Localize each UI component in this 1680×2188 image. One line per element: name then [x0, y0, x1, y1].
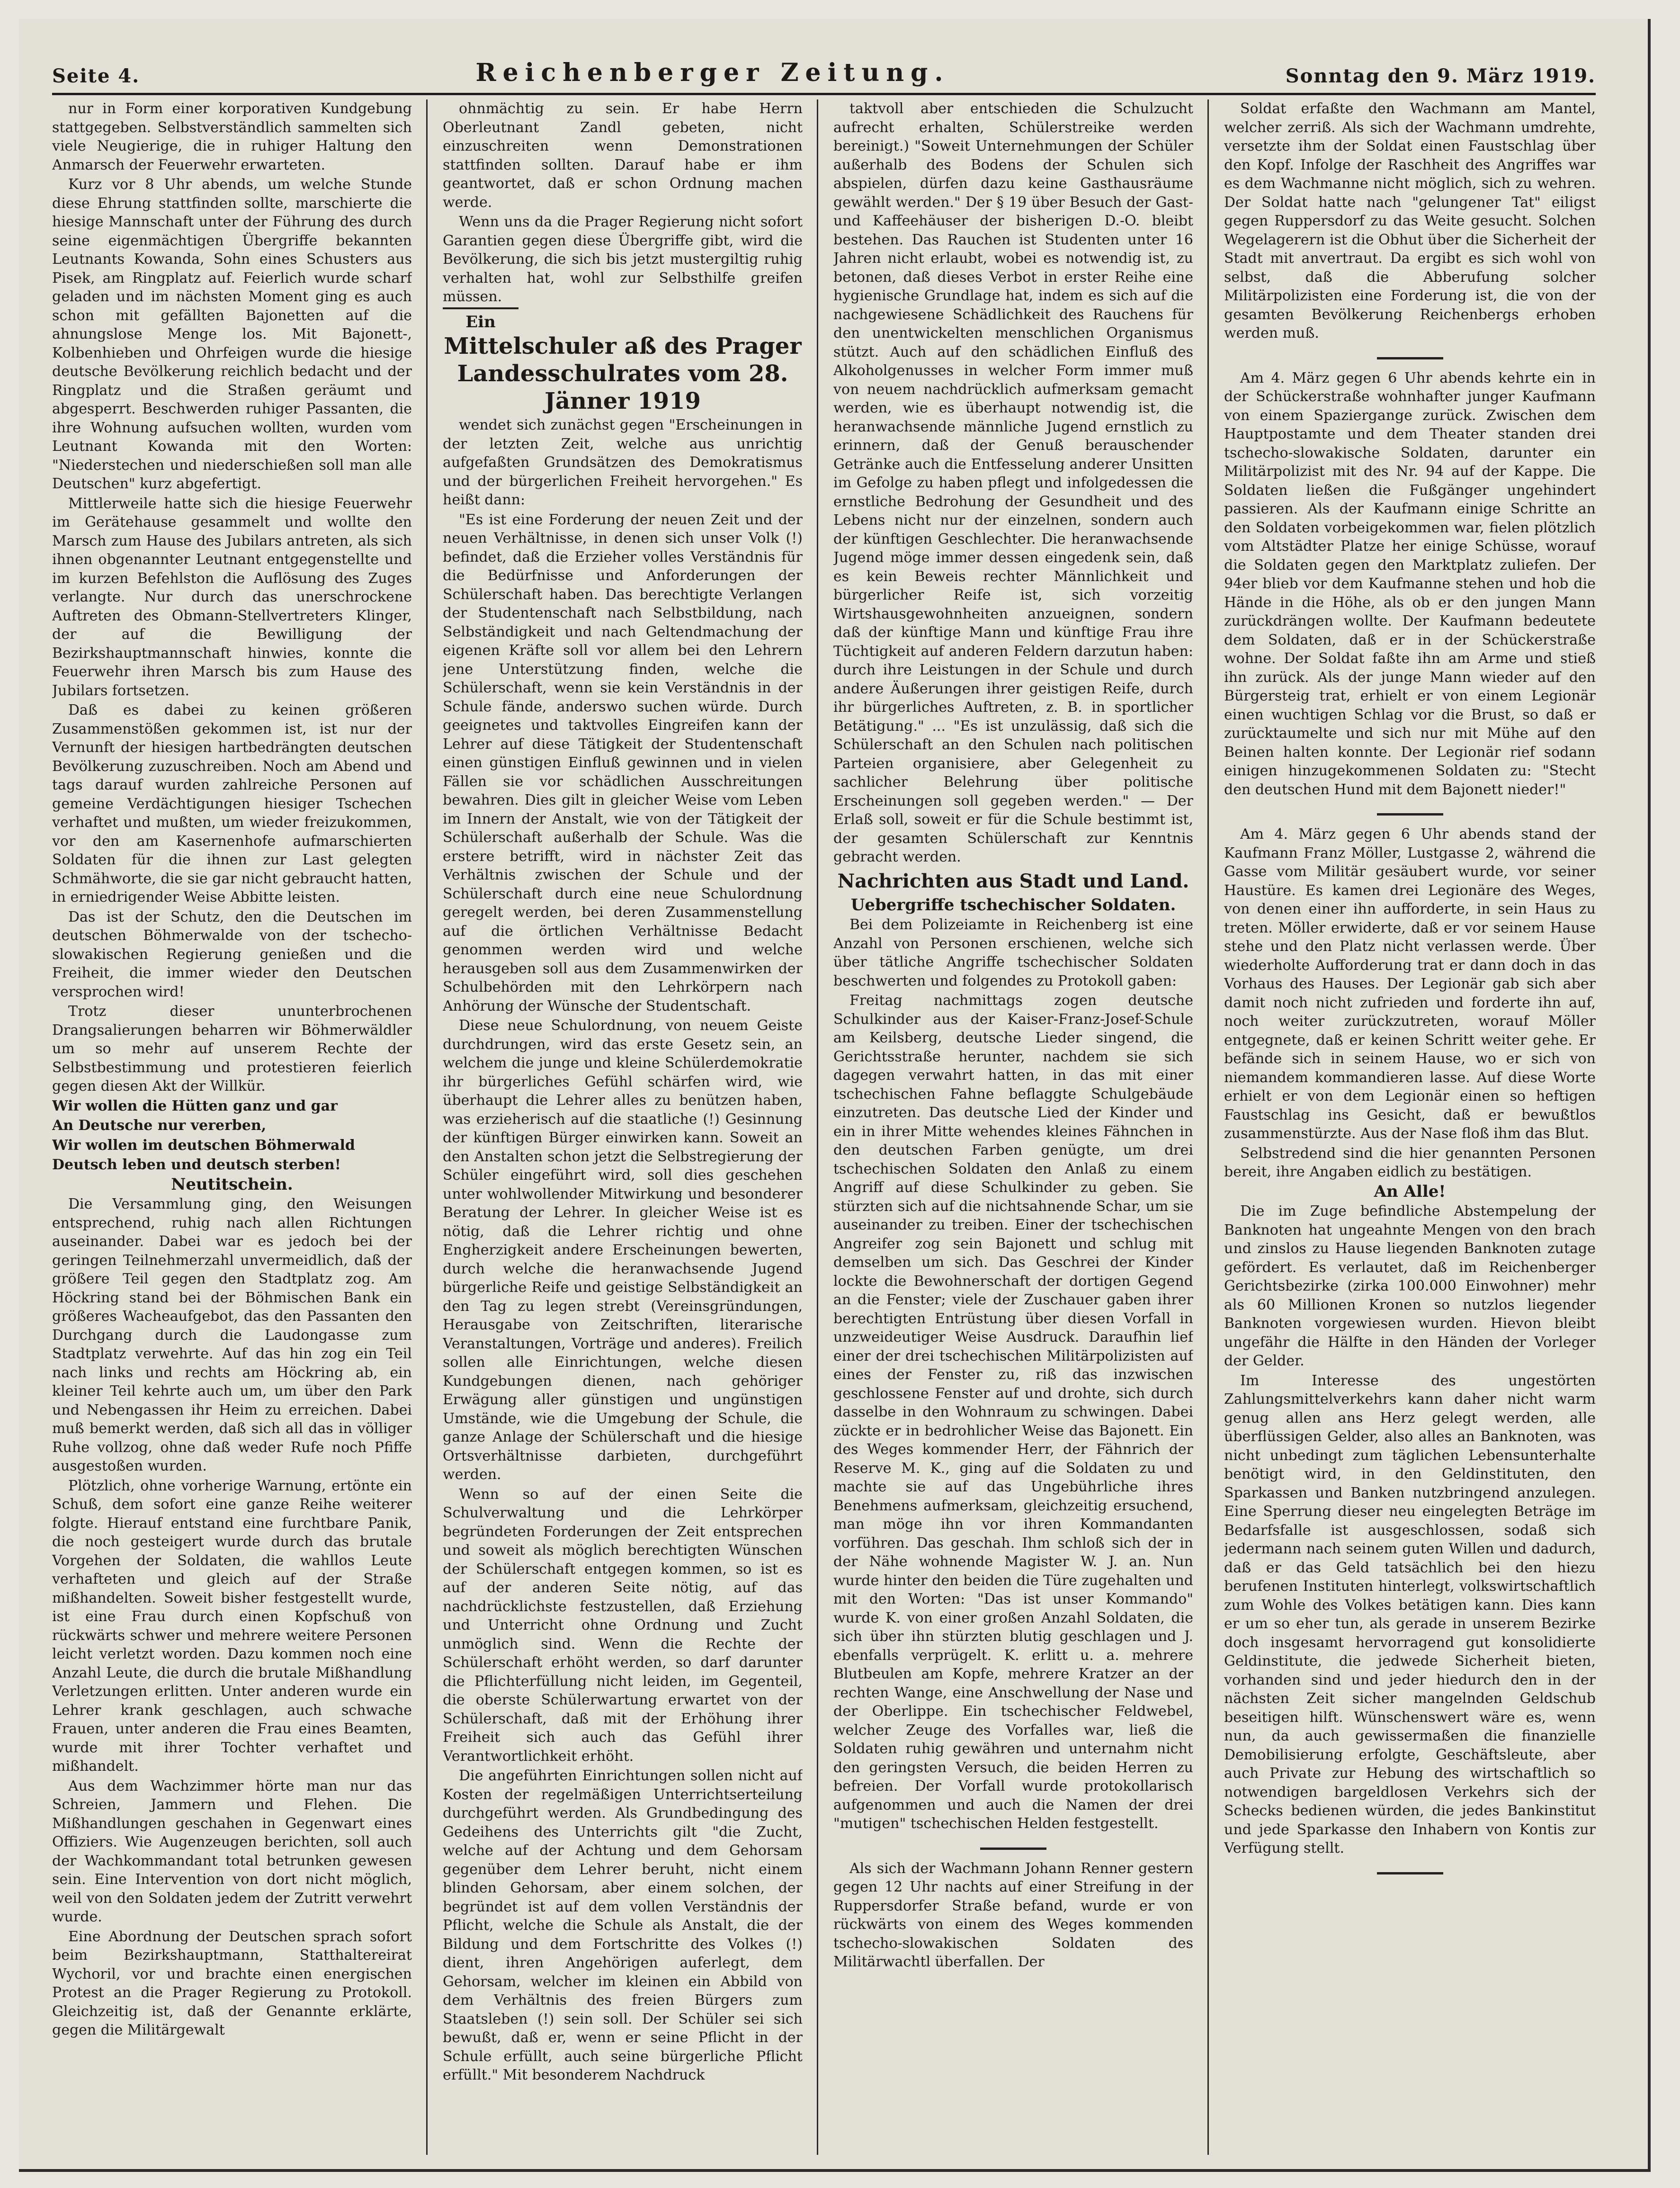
- separator: [1377, 357, 1443, 359]
- paragraph: Freitag nachmittags zogen deutsche Schulkinder aus der Kaiser-Franz-Josef-Schule am Keilsberg, deutsche Lieder singend, die Gerichtsstraße herunter, nachdem sie sich dagegen verwahrt hatten, in das mit einer tschechischen Fahne beflaggte Schulgebäude einzutreten. Das deutsche Lied der Kinder und ein in ihrer Mitte wehendes kleines Fähnchen in den deutschen Farben genügte, um drei tschechischen Soldaten den Anlaß zu einem Angriff auf diese Schulkinder zu geben. Sie stürzten sich auf die nichtsahnende Schar, um sie auseinander zu treiben. Einer der tschechischen Angreifer zog sein Bajonett und schlug mit demselben um sich. Das Geschrei der Kinder lockte die Bewohnerschaft der dortigen Gegend an die Fenster; viele der Zuschauer gaben ihrer berechtigten Entrüstung über diesen Vorfall in unzweideutiger Weise Ausdruck. Daraufhin lief einer der drei tschechischen Militärpolizisten auf eines der Fenster zu, riß das inzwischen geschlossene Fenster auf und drohte, sich durch dasselbe in den Wohnraum zu schwingen. Dabei zückte er in bedrohlicher Weise das Bajonett. Ein des Weges kommender Herr, der Fähnrich der Reserve M. K., ging auf die Soldaten zu und machte sie auf das Ungebührliche ihres Benehmens aufmerksam, gleichzeitig ersuchend, man möge ihn vor ihren Kommandanten vorführen. Das geschah. Ihm schloß sich der in der Nähe wohnende Magister W. J. an. Nun wurde hinter den beiden die Türe zugehalten und mit den Worten: "Das ist unser Kommando" wurde K. von einer großen Anzahl Soldaten, die sich über ihn stürzten blutig geschlagen und J. ebenfalls verprügelt. K. erlitt u. a. mehrere Blutbeulen am Kopfe, mehrere Kratzer an der rechten Wange, eine Anschwellung der Nase und der Oberlippe. Ein tschechischer Feldwebel, welcher Zeuge des Vorfalles war, ließ die Soldaten ruhig gewähren und unternahm nicht den geringsten Versuch, die beiden Herren zu befreien. Der Vorfall wurde protokollarisch aufgenommen und auch die Namen der drei "mutigen" tschechischen Helden festgestellt.: [833, 992, 1193, 1832]
- paragraph: Wenn so auf der einen Seite die Schulverwaltung und die Lehrkörper begründeten Forderungen der Zeit entsprechen und soweit als möglich berechtigten Wünschen der Schülerschaft entgegen kommen, so ist es auf der anderen Seite nötig, auf das nachdrücklichste festzustellen, daß Erziehung und Unterricht ohne Ordnung und Zucht unmöglich sind. Wenn die Rechte der Schülerschaft erhöht werden, so darf darunter die Pflichterfüllung nicht leiden, im Gegenteil, die oberste Schülerwartung erwartet von der Schülerschaft, daß mit der Erhöhung ihrer Freiheit sich auch das Gefühl ihrer Verantwortlichkeit erhöht.: [443, 1486, 803, 1765]
- verse-line: Deutsch leben und deutsch sterben!: [52, 1157, 341, 1173]
- paragraph: nur in Form einer korporativen Kundgebung stattgegeben. Selbstverständlich sammelten sich viele Neugierige, die in ruhiger Haltung den Anmarsch der Feuerwehr erwarteten.: [52, 100, 412, 173]
- paragraph: Diese neue Schulordnung, von neuem Geiste durchdrungen, wird das erste Gesetz sein, an welchem die junge und kleine Schülerdemokratie ihr bürgerliches Gefühl schärfen wird, wie überhaupt die Lehrer alles zu benützen haben, was erzieherisch auf die staatliche (!) Gesinnung der künftigen Bürger einwirken kann. Soweit an den Anstalten schon jetzt die Selbstregierung der Schüler eingeführt wird, soll dies geschehen unter wohlwollender Mitwirkung und besonderer Beratung der Lehrer. In gleicher Weise ist es nötig, daß die Lehrer richtig und ohne Engherzigkeit andere Erscheinungen bewerten, durch welche die heranwachsende Jugend bürgerliche Reife und geistige Selbständigkeit an den Tag zu legen strebt (Vereinsgründungen, Herausgabe von Zeitschriften, literarische Veranstaltungen, Vorträge und anderes). Freilich sollen alle Einrichtungen, welche diesen Kundgebungen dienen, nach gehöriger Erwägung aller günstigen und ungünstigen Umstände, wie die Umgebung der Schule, die ganze Anlage der Schülerschaft und die hiesige Ortsverhältnisse darbieten, durchgeführt werden.: [443, 1017, 803, 1483]
- paragraph: Die Versammlung ging, den Weisungen entsprechend, ruhig nach allen Richtungen auseinander. Dabei war es jedoch bei der geringen Teilnehmerzahl unvermeidlich, daß der größere Teil gegen den Stadtplatz zog. Am Höckring stand bei der Böhmischen Bank ein größeres Wacheaufgebot, das den Passanten den Durchgang durch die Laudongasse zum Stadtplatz verwehrte. Auf das hin zog ein Teil nach links und rechts am Höckring ab, ein kleiner Teil kehrte auch um, um über den Park und Nebengassen ihr Heim zu erreichen. Dabei muß bemerkt werden, daß sich all das in völliger Ruhe vollzog, ohne daß weder Rufe noch Pfiffe ausgestoßen wurden.: [52, 1196, 412, 1474]
- article-kicker: Ein: [443, 307, 518, 332]
- column-3: [833, 99, 1193, 2155]
- column-rule: [1207, 99, 1209, 2155]
- newspaper-page: [19, 19, 1651, 2172]
- paragraph: Die im Zuge befindliche Abstempelung der Banknoten hat ungeahnte Mengen von den brach und zinslos zu Hause liegenden Banknoten zutage gefördert. Es verlautet, daß im Reichenberger Gerichtsbezirke (zirka 100.000 Einwohner) mehr als 60 Millionen Kronen so nutzlos liegender Banknoten vorgewiesen wurden. Hievon bleibt ungefähr die Hälfte in den Händen der Vorleger der Gelder.: [1224, 1203, 1596, 1369]
- paragraph: Die angeführten Einrichtungen sollen nicht auf Kosten der regelmäßigen Unterrichtserteilung durchgeführt werden. Als Grundbedingung des Gedeihens des Unterrichts gilt "die Zucht, welche auf der Achtung und dem Gehorsam gegenüber dem Lehrer beruht, nicht einem blinden Gehorsam, aber einem solchen, der begründet ist auf dem vollen Verständnis der Pflicht, welche die Schule als Anstalt, die der Bildung und dem Fortschritte des Volkes (!) dient, ihren Angehörigen auferlegt, dem Gehorsam, welcher im kleinen ein Abbild von dem Verhältnis des freien Bürgers zum Staatsleben (!) sein soll. Der Schüler sei sich bewußt, daß er, wenn er seine Pflicht in der Schule erfüllt, auch seine bürgerliche Pflicht erfüllt." Mit besonderem Nachdruck: [443, 1767, 803, 2083]
- page-header: [52, 47, 1596, 95]
- paragraph: Als sich der Wachmann Johann Renner gestern gegen 12 Uhr nachts auf einer Streifung in der Ruppersdorfer Straße befand, wurde er von rückwärts von einem des Weges kommenden tschecho-slowakischen Soldaten des Militärwachtl überfallen. Der: [833, 1860, 1193, 1970]
- paragraph: Selbstredend sind die hier genannten Personen bereit, ihre Angaben eidlich zu bestätigen.: [1224, 1145, 1596, 1180]
- paragraph: Eine Abordnung der Deutschen sprach sofort beim Bezirkshauptmann, Statthaltereirat Wychoril, vor und brachte einen energischen Protest an die Prager Regierung zu Protokoll. Gleichzeitig ist, daß der Genannte erklärte, gegen die Militärgewalt: [52, 1928, 412, 2038]
- separator: [1377, 813, 1443, 816]
- section-title: An Alle!: [1374, 1182, 1446, 1201]
- paragraph: Im Interesse des ungestörten Zahlungsmittelverkehrs kann daher nicht warm genug allen ans Herz gelegt werden, alle überflüssigen Gelder, also alles an Banknoten, was nicht unbedingt zum täglichen Lebensunterhalte benötigt wird, in den Geldinstituten, den Sparkassen und Banken nutzbringend anzulegen. Eine Sperrung dieser neu eingelegten Beträge im Bedarfsfalle ist ausgeschlossen, sodaß sich jedermann nach seinem guten Willen und dadurch, daß er das Geld tatsächlich bei den hiezu berufenen Instituten hinterlegt, volkswirtschaftlich zum Wohle des Volkes betätigen kann. Dies kann er um so eher tun, als gerade in unserem Bezirke doch insgesamt hervorragend gut konsolidierte Geldinstitute, die jedwede Sicherheit bieten, vorhanden sind und jeder hiedurch den in der nächsten Zeit sicher mangelnden Geldschub beseitigen hilft. Wünschenswert wäre es, wenn nun, da auch gewissermaßen die finanzielle Demobilisierung erfolgte, Geschäftsleute, aber auch Private zur Hebung des wirtschaftlich so notwendigen bargeldlosen Verkehrs sich der Schecks bedienen würden, die jedes Bankinstitut und jede Sparkasse den Inhabern von Kontis zur Verfügung stellt.: [1224, 1372, 1596, 1856]
- verse-line: Wir wollen die Hütten ganz und gar: [52, 1097, 338, 1114]
- paragraph: Soldat erfaßte den Wachmann am Mantel, welcher zerriß. Als sich der Wachmann umdrehte, versetzte ihm der Soldat einen Faustschlag über den Kopf. Infolge der Raschheit des Angriffes war es dem Wachmanne nicht möglich, sich zu wehren. Der Soldat hatte nach "gelungener Tat" eiligst gegen Ruppersdorf zu das Weite gesucht. Solchen Wegelagerern ist die Obhut über die Sicherheit der Stadt mit anvertraut. Da ergibt es sich wohl von selbst, daß die Abberufung solcher Militärpolizisten eine Forderung ist, die von der gesamten Bevölkerung Reichenbergs erhoben werden muß.: [1224, 100, 1596, 341]
- paragraph: Trotz dieser ununterbrochenen Drangsalierungen beharren wir Böhmerwäldler um so mehr auf unserem Rechte der Selbstbestimmung und protestieren feierlich gegen diesen Akt der Willkür.: [52, 1003, 412, 1094]
- paragraph: Bei dem Polizeiamte in Reichenberg ist eine Anzahl von Personen erschienen, welche sich über tätliche Angriffe tschechischer Soldaten beschwerten und folgendes zu Protokoll gaben:: [833, 916, 1193, 989]
- paragraph: Daß es dabei zu keinen größeren Zusammenstößen gekommen ist, ist nur der Vernunft der hiesigen hartbedrängten deutschen Bevölkerung zuzuschreiben. Noch am Abend und tags darauf wurden zahlreiche Personen auf gemeine Verdächtigungen hiesiger Tschechen verhaftet und mußten, um wieder freizukommen, vor den am Kasernenhofe aufmarschierten Soldaten für die ihnen zur Last gelegten Schmähworte, die sie gar nicht gebraucht hatten, in erniedrigender Weise Abbitte leisten.: [52, 702, 412, 906]
- column-1: [52, 99, 412, 2155]
- paragraph: ohnmächtig zu sein. Er habe Herrn Oberleutnant Zandl gebeten, nicht einzuschreiten wenn Demonstrationen stattfinden sollten. Darauf habe er ihm geantwortet, daß er schon Ordnung machen werde.: [443, 100, 803, 211]
- verse-line: Wir wollen im deutschen Böhmerwald: [52, 1137, 355, 1154]
- paragraph: wendet sich zunächst gegen "Erscheinungen in der letzten Zeit, welche aus unrichtig aufgefaßten Grundsätzen des Demokratismus und der bürgerlichen Freiheit hervorgehen." Es heißt dann:: [443, 417, 803, 508]
- article-headline: Mittelschuler aß des Prager Landesschulrates vom 28. Jänner 1919: [444, 333, 802, 414]
- paragraph: "Es ist eine Forderung der neuen Zeit und der neuen Verhältnisse, in denen sich unser Volk (!) befindet, daß die Erzieher volles Verständnis für die Bedürfnisse und Anforderungen der Schülerschaft haben. Das berechtigte Verlangen der Studentenschaft nach Selbstbildung, nach Selbständigkeit und nach Geltendmachung der eigenen Kräfte soll vor allem bei den Lehrern jene Unterstützung finden, welche die Schülerschaft, wenn sie kein Verständnis in der Schule fände, anderswo suchen würde. Durch geeignetes und taktvolles Eingreifen kann der Lehrer auf diese Tätigkeit der Studentenschaft einen günstigen Einfluß gewinnen und in vielen Fällen sie vor schädlichen Ausschreitungen bewahren. Dies gilt in gleicher Weise vom Leben im Innern der Anstalt, wie von der Tätigkeit der Schülerschaft außerhalb der Schule. Was die erstere betrifft, wird in nächster Zeit das Verhältnis zwischen der Schule und der Schülerschaft durch eine neue Schulordnung geregelt werden, bei deren Zusammenstellung auf die örtlichen Verhältnisse Bedacht genommen werden wird und welche herausgeben soll aus dem Zusammenwirken der Schulbehörden mit den Lehrkörpern nach Anhörung der Wünsche der Studentschaft.: [443, 511, 803, 1014]
- verse-line: An Deutsche nur vererben,: [52, 1117, 267, 1134]
- section-title: Neutitschein.: [171, 1175, 293, 1194]
- paragraph: Mittlerweile hatte sich die hiesige Feuerwehr im Gerätehause gesammelt und wollte den Marsch zum Hause des Jubilars antreten, als sich ihnen obgenannter Leutnant entgegenstellte und im kurzen Befehlston die Auflösung des Zuges verlangte. Nur durch das unerschrockene Auftreten des Obmann-Stellvertreters Klinger, der auf die Bewilligung der Bezirkshauptmannschaft hinwies, konnte die Feuerwehr ihren Marsch bis zum Hause des Jubilars fortsetzen.: [52, 495, 412, 699]
- page-number: Seite 4.: [52, 65, 140, 87]
- paragraph: Das ist der Schutz, den die Deutschen im deutschen Böhmerwalde von der tschecho-slowakischen Regierung genießen und die Freiheit, die immer wieder den Deutschen versprochen wird!: [52, 908, 412, 1000]
- separator: [980, 1847, 1046, 1850]
- paragraph: Aus dem Wachzimmer hörte man nur das Schreien, Jammern und Flehen. Die Mißhandlungen geschahen in Gegenwart eines Offiziers. Wie Augenzeugen berichten, soll auch der Wachkommandant total betrunken gewesen sein. Eine Intervention von dort nicht möglich, weil von den Soldaten jedem der Zutritt verwehrt wurde.: [52, 1777, 412, 1925]
- paragraph: Am 4. März gegen 6 Uhr abends stand der Kaufmann Franz Möller, Lustgasse 2, während die Gasse vom Militär gesäubert wurde, vor seiner Haustüre. Es kamen drei Legionäre des Weges, von denen einer ihn aufforderte, in sein Haus zu treten. Möller erwiderte, daß er vor seinem Hause stehe und den Platz nicht verlassen werde. Über wiederholte Aufforderung trat er dann doch in das Vorhaus des Hauses. Der Legionär gab sich aber damit noch nicht zufrieden und forderte ihn auf, noch weiter zurückzutreten, worauf Möller entgegnete, daß er keinen Schritt weiter gehe. Er befände sich in seinem Hause, wo er sich von niemandem kommandieren lasse. Auf diese Worte erhielt er von dem Legionär einen so heftigen Faustschlag ins Gesicht, daß er bewußtlos zusammenstürzte. Aus der Nase floß ihm das Blut.: [1224, 826, 1596, 1142]
- paragraph: Am 4. März gegen 6 Uhr abends kehrte ein in der Schückerstraße wohnhafter junger Kaufmann von einem Spaziergange zurück. Zwischen dem Hauptpostamte und dem Theater standen drei tschecho-slowakische Soldaten, darunter ein Militärpolizist mit des Nr. 94 auf der Kappe. Die Soldaten ließen die Fußgänger ungehindert passieren. Als der Kaufmann einige Schritte an den Soldaten vorbeigekommen war, fielen plötzlich vom Altstädter Platze her einige Schüsse, worauf die Soldaten gegen den Marktplatz zuliefen. Der 94er blieb vor dem Kaufmanne stehen und hob die Hände in die Höhe, als ob er den jungen Mann zurückdrängen wollte. Der Kaufmann bedeutete dem Soldaten, daß er in der Schückerstraße wohne. Der Soldat faßte ihn am Arme und stieß ihn zurück. Als der junge Mann wieder auf den Bürgersteig trat, erhielt er von einem Legionär einen wuchtigen Schlag vor die Brust, so daß er zurücktaumelte und sich nur mit Mühe auf den Beinen halten konnte. Der Legionär rief sodann einigen hinzugekommenen Soldaten zu: "Stecht den deutschen Hund mit dem Bajonett nieder!": [1224, 369, 1596, 798]
- masthead: Reichenberger Zeitung.: [475, 58, 950, 87]
- paragraph: taktvoll aber entschieden die Schulzucht aufrecht erhalten, Schülerstreike werden bereinigt.) "Soweit Unternehmungen der Schüler außerhalb des Bodens der Schulen sich abspielen, dürfen dazu keine Gasthausräume gewählt werden." Der § 19 über Besuch der Gast- und Kaffeehäuser der bisherigen D.-O. bleibt bestehen. Das Rauchen ist Studenten unter 16 Jahren nicht erlaubt, wobei es notwendig ist, zu betonen, daß dieses Verbot in erster Reihe eine hygienische Grundlage hat, indem es sich auf die nachgewiesene Schädlichkeit des Rauchens für den unentwickelten menschlichen Organismus stützt. Auch auf den schädlichen Einfluß des Alkoholgenusses in welcher Form immer muß von neuem nachdrücklich aufmerksam gemacht werden, wie es überhaupt notwendig ist, die heranwachsende männliche Jugend ernstlich zu erinnern, daß der Genuß berauschender Getränke auch die Entfesselung anderer Unsitten im Gefolge zu haben pflegt und infolgedessen die ernstliche Bedrohung der Gesundheit und des Lebens nicht nur der einzelnen, sondern auch der künftigen Geschlechter. Die heranwachsende Jugend möge immer dessen eingedenk sein, daß es kein Beweis rechter Männlichkeit und bürgerlicher Reife ist, sich vorzeitig Wirtshausgewohnheiten anzueignen, sondern daß der künftige Mann und künftige Frau ihre Tüchtigkeit auf anderen Feldern darzutun haben: durch ihre Leistungen in der Schule und durch andere Äußerungen ihrer geistigen Reife, durch ihr bürgerliches Auftreten, z. B. in sportlicher Betätigung." ... "Es ist unzulässig, daß sich die Schülerschaft an den Schulen nach politischen Parteien organisiere, aber Gelegenheit zu sachlicher Belehrung über politische Erscheinungen soll gegeben werden." — Der Erlaß soll, soweit er für die Schule bestimmt ist, der gesamten Schülerschaft zur Kenntnis gebracht werden.: [833, 100, 1193, 865]
- column-2: [443, 99, 803, 2155]
- article-subheading: Uebergriffe tschechischer Soldaten.: [850, 895, 1176, 915]
- column-4: [1224, 99, 1596, 2155]
- section-heading: Nachrichten aus Stadt und Land.: [837, 870, 1189, 892]
- issue-date: Sonntag den 9. März 1919.: [1285, 65, 1596, 87]
- separator: [1377, 1872, 1443, 1874]
- column-rule: [426, 99, 428, 2155]
- columns: [52, 99, 1596, 2155]
- column-rule: [817, 99, 818, 2155]
- paragraph: Wenn uns da die Prager Regierung nicht sofort Garantien gegen diese Übergriffe gibt, wird die Bevölkerung, die sich bis jetzt mustergiltig ruhig verhalten hat, wohl zur Selbsthilfe greifen müssen.: [443, 214, 803, 305]
- paragraph: Kurz vor 8 Uhr abends, um welche Stunde diese Ehrung stattfinden sollte, marschierte die hiesige Mannschaft unter der Führung des durch seine eigenmächtigen Übergriffe bekannten Leutnants Kowanda, Sohn eines Schusters aus Pisek, am Ringplatz auf. Feierlich wurde scharf geladen und im nächsten Moment ging es auch schon mit gefällten Bajonetten auf die ahnungslose Menge los. Mit Bajonett-, Kolbenhieben und Ohrfeigen wurde die hiesige deutsche Bevölkerung reichlich bedacht und der Ringplatz und die Straßen geräumt und abgesperrt. Beschwerden ruhiger Passanten, die ihre Wohnung aufsuchen wollten, wurden vom Leutnant Kowanda mit den Worten: "Niederstechen und niederschießen soll man alle Deutschen" kurz abgefertigt.: [52, 176, 412, 492]
- paragraph: Plötzlich, ohne vorherige Warnung, ertönte ein Schuß, dem sofort eine ganze Reihe weiterer folgte. Hierauf entstand eine furchtbare Panik, die noch gesteigert wurde durch das brutale Vorgehen der Soldaten, die wahllos Leute verhafteten und gleich auf der Straße mißhandelten. Soweit bisher festgestellt wurde, ist eine Frau durch einen Kopfschuß von rückwärts schwer und mehrere weitere Personen leicht verletzt worden. Dazu kommen noch eine Anzahl Leute, die durch die brutale Mißhandlung Verletzungen erlitten. Unter anderen wurde ein Lehrer krank geschlagen, auch schwache Frauen, unter anderen die Frau eines Beamten, wurde mit ihrer Tochter verhaftet und mißhandelt.: [52, 1477, 412, 1775]
